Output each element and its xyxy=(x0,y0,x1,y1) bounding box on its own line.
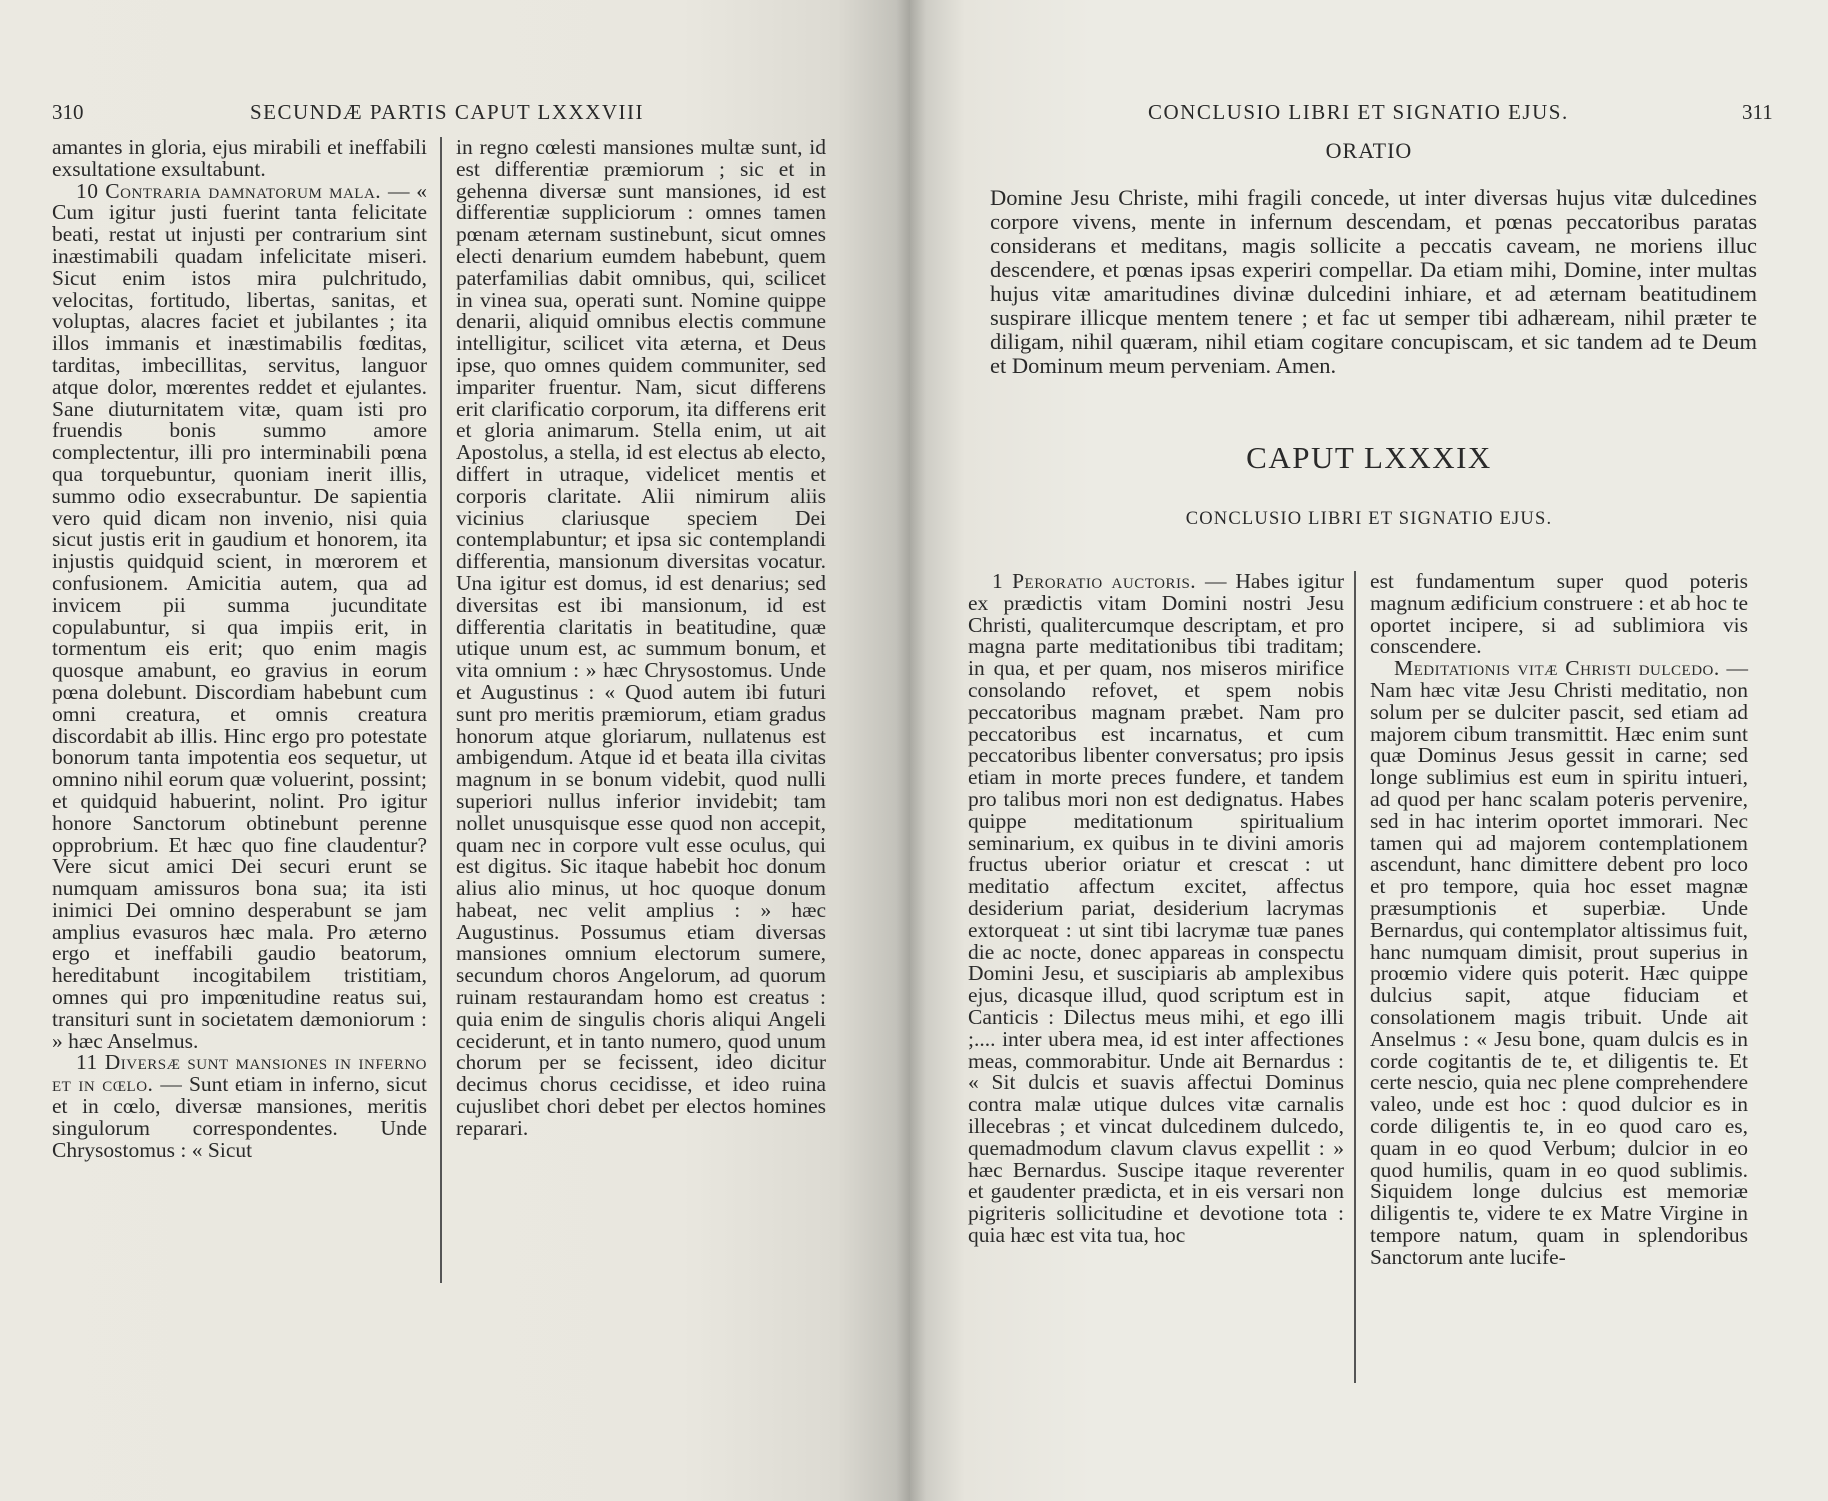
left-column-2 xyxy=(456,137,826,1140)
chapter-title: CAPUT LXXXIX xyxy=(1246,440,1492,475)
paragraph: Meditationis vitæ Christi dulcedo. — Nam hæc vitæ Jesu Christi meditatio, non solum per se dulciter pascit, sed etiam ad majorem cibum transmittit. Hæc enim sunt quæ Dominus Jesus gessit in carne; sed longe sublimius est eum in spiritu intueri, ad quod per hanc scalam poteris pervenire, sed in hac interim oportet immorari. Nec tamen qui ad majorem contemplationem ascendunt, hanc dimittere debent pro loco et pro tempore, quia hoc esset magnæ præsumptionis et superbiæ. Unde Bernardus, qui contemplator altissimus fuit, hanc numquam dimisit, prout superius in proœmio videre quis poterit. Hæc quippe dulcius sapit, atque fiduciam et consolationem magis tribuit. Unde ait Anselmus : « Jesu bone, quam dulcis es in corde cogitantis de te, et diligentis te. Et certe nescio, quia nec plene comprehendere valeo, unde est hoc : quod dulcior es in corde diligentis te, in eo quod caro es, quam in eo quod Verbum; dulcior in eo quod humilis, quam in eo quod sublimis. Siquidem longe dulcius est memoriæ diligentis te, videre te ex Matre Virgine in tempore natum, quam in splendoribus Sanctorum ante lucife- xyxy=(1370,656,1748,1269)
book-gutter xyxy=(896,0,926,1501)
running-head: SECUNDÆ PARTIS CAPUT LXXXVIII xyxy=(250,100,645,124)
chapter-subtitle: CONCLUSIO LIBRI ET SIGNATIO EJUS. xyxy=(1185,509,1553,529)
paragraph: in regno cœlesti mansiones multæ sunt, id est differentiæ præmiorum ; sic et in gehenna diversæ sunt mansiones, id est differentiæ suppliciorum : omnes tamen pœnam æternam sustinebunt, sicut omnes electi denarium eumdem habebunt, quem paterfamilias dabit omnibus, qui, scilicet in vinea sua, operati sunt. Nomine quippe denarii, aliquid omnibus electis commune intelligitur, scilicet vita æterna, et Deus ipse, quo omnes quidem communiter, sed impariter fruentur. Nam, sicut differens erit clarificatio corporum, ita differens erit et gloria animarum. Stella enim, ut ait Apostolus, a stella, id est electus ab electo, differt in utraque, videlicet mentis et corporis claritate. Alii nimirum aliis vicinius clariusque speciem Dei contemplabuntur; et ipsa sic contemplandi differentia, mansionum diversitas vocatur. Una igitur est domus, id est denarius; sed diversitas est ibi mansionum, id est differentia claritatis in beatitudine, quæ utique unum est, ac summum bonum, et vita omnium : » hæc Chrysostomus. Unde et Augustinus : « Quod autem ibi futuri sunt pro meritis præmiorum, etiam gradus honorum atque gloriarum, nullatenus est ambigendum. Atque id et beata illa civitas magnum in se bonum videbit, quod nulli superiori nullus inferior invidebit; tam nollet unusquisque esse quod non accepit, quam nec in corpore vult esse oculus, qui est digitus. Sic itaque habebit hoc donum alius alio minus, ut hoc quoque donum habeat, nec velit amplius : » hæc Augustinus. Possumus etiam diversas mansiones omnium electorum sumere, secundum choros Angelorum, ad quorum ruinam restaurandam homo est creatus : quia enim de singulis choris aliqui Angeli ceciderunt, et in tanto numero, quod unum chorum per se fecissent, ideo dicitur decimus chorus cecidisse, et ideo ruina cujuslibet chori debet per electos homines reparari. xyxy=(456,135,826,1140)
right-column-1 xyxy=(968,571,1344,1247)
paragraph: 1 Peroratio auctoris. — Habes igitur ex prædictis vitam Domini nostri Jesu Christi, qualitercumque descriptam, et pro magna parte meditationibus tibi traditam; in qua, et per quam, nos miseros mirifice consolando refovet, et spem nobis peccatoribus magnam præbet. Nam pro peccatoribus est incarnatus, et cum peccatoribus libenter conversatus; pro ipsis etiam in morte preces fundere, et tandem pro talibus mori non est dedignatus. Habes quippe meditationum spiritualium seminarium, ex quibus in te divini amoris fructus uberior oriatur et crescat : ut meditatio affectum excitet, affectus desiderium pariat, desiderium lacrymas extorqueat : ut sint tibi lacrymæ tuæ panes die ac nocte, donec appareas in conspectu Domini Jesu, et suscipiaris ab amplexibus ejus, dicasque illud, quod scriptum est in Canticis : Dilectus meus mihi, et ego illi ;.... inter ubera mea, id est inter affectiones meas, commorabitur. Unde ait Bernardus : « Sit dulcis et suavis affectui Dominus contra malæ utique dulces vitæ carnalis illecebras ; et vincat dulcedinem dulcedo, quemadmodum clavum clavus expellit : » hæc Bernardus. Suscipe itaque reverenter et gaudenter prædicta, et in eis versari non pigriteris sollicitudine et devotione tota : quia hæc est vita tua, hoc xyxy=(968,569,1345,1247)
right-column-2 xyxy=(1370,571,1748,1269)
right-page xyxy=(910,0,1828,1501)
column-rule xyxy=(440,137,442,1283)
oratio-text: Domine Jesu Christe, mihi fragili concede, ut inter diversas hujus vitæ dulcedines corpore vivens, mente in infernum descendam, et pœnas peccatoribus paratas considerans et meditans, magis sollicite a peccatis caveam, ne moriens illuc descendere, et pœnas ipsas experiri compellar. Da etiam mihi, Domine, inter multas hujus vitæ amaritudines divinæ dulcedini inhiare, et ad æternam beatitudinem suspirare illicque mentem tenere ; et fac ut semper tibi adhæream, nihil præter te diligam, nihil quæram, nihil etiam cogitare concupiscam, et sic tandem ad te Deum et Dominum meum perveniam. Amen. xyxy=(990,185,1757,378)
left-page xyxy=(0,0,910,1501)
page-number: 311 xyxy=(1742,100,1773,124)
paragraph: est fundamentum super quod poteris magnum ædificium construere : et ab hoc te oportet incipere, si ad sublimiora vis conscendere. xyxy=(1370,569,1748,659)
left-column-1 xyxy=(52,137,427,1161)
column-rule xyxy=(1354,571,1356,1383)
oratio-title: ORATIO xyxy=(1325,138,1413,163)
running-head: CONCLUSIO LIBRI ET SIGNATIO EJUS. xyxy=(1148,100,1569,124)
paragraph: 11 Diversæ sunt mansiones in inferno et in cœlo. — Sunt etiam in inferno, sicut et in cœlo, diversæ mansiones, meritis singulorum correspondentes. Unde Chrysostomus : « Sicut xyxy=(52,1050,427,1162)
page-number: 310 xyxy=(52,100,84,124)
paragraph: amantes in gloria, ejus mirabili et ineffabili exsultatione exsultabunt. xyxy=(52,135,427,181)
paragraph: 10 Contraria damnatorum mala. — « Cum igitur justi fuerint tanta felicitate beati, restat ut injusti per contrarium sint inæstimabili quadam infelicitate miseri. Sicut enim istos mira pulchritudo, velocitas, fortitudo, libertas, sanitas, et voluptas, alacres faciet et jubilantes ; ita illos immanis et inæstimabilis fœditas, tarditas, imbecillitas, servitus, languor atque dolor, mœrentes reddet et ejulantes. Sane diuturnitatem vitæ, quam isti pro fruendis bonis summo amore complectentur, illi pro interminabili pœna qua torquebuntur, quoniam inerit illis, summo odio exsecrabuntur. De sapientia vero quid dicam non invenio, nisi quia sicut justis erit in gaudium et honorem, ita injustis quidquid scient, in mœrorem et confusionem. Amicitia autem, qua ad invicem pii summa jucunditate copulabuntur, si qua impiis erit, in tormentum eis erit; quo enim magis quosque amabunt, eo gravius in eorum pœna dolebunt. Discordiam habebunt cum omni creatura, et omnis creatura discordabit ab illis. Hinc ergo pro potestate bonorum tanta impotentia eos sequetur, ut omnino nihil eorum quæ voluerint, possint; et quidquid habuerint, nolint. Pro igitur honore Sanctorum obtinebunt perenne opprobrium. Et hæc quo fine claudentur? Vere sicut amici Dei securi erunt se numquam amissuros bona sua; ita isti inimici Dei omnino desperabunt se jam amplius evasuros hæc mala. Pro æterno ergo et ineffabili gaudio beatorum, hereditabunt incogitabilem tristitiam, omnes qui pro impœnitudine reatus sui, transituri sunt in societatem dæmoniorum : » hæc Anselmus. xyxy=(52,178,427,1053)
